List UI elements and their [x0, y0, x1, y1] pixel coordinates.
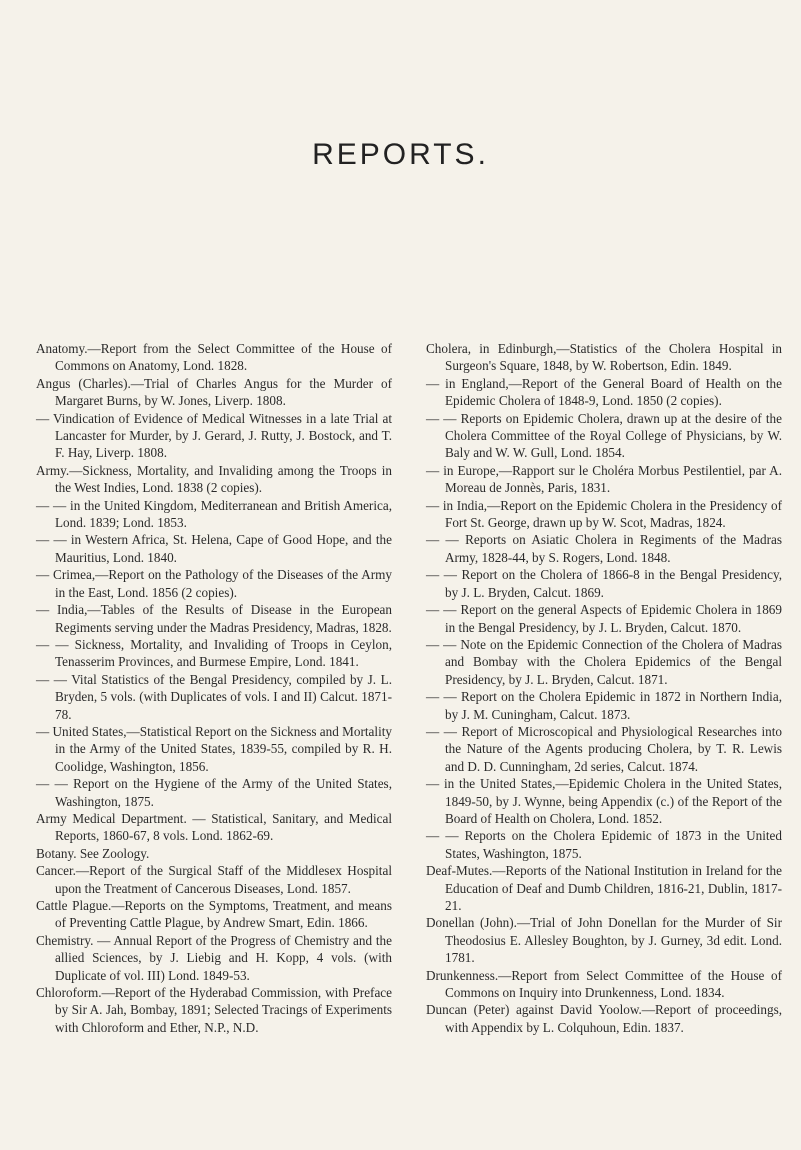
list-item: — — Sickness, Mortality, and Invaliding of Troops in Ceylon, Tenasserim Provinces, and Burmese Empire, Lond. 1841. — [36, 636, 392, 670]
list-item: Anatomy.—Report from the Select Committee of the House of Commons on Anatomy, Lond. 1828. — [36, 341, 392, 374]
list-item: Duncan (Peter) against David Yoolow.—Report of proceedings, with Appendix by L. Colquhoun, Edin. 1837. — [426, 1002, 782, 1035]
list-item: — — Report on the Cholera of 1866-8 in the Bengal Presidency, by J. L. Bryden, Calcut. 1869. — [426, 567, 782, 600]
list-item: — United States,—Statistical Report on the Sickness and Mortality in the Army of the United States, 1839-55, compiled by R. H. Coolidge, Washington, 1856. — [36, 723, 392, 774]
list-item: Deaf-Mutes.—Reports of the National Institution in Ireland for the Education of Deaf and Dumb Children, 1816-21, Dublin, 1817-21. — [426, 863, 782, 913]
list-item: Donellan (John).—Trial of John Donellan for the Murder of Sir Theodosius E. Allesley Boughton, by J. Gurney, 3d edit. Lond. 1781. — [426, 915, 782, 966]
list-item: — in India,—Report on the Epidemic Cholera in the Presidency of Fort St. George, drawn up by W. Scot, Madras, 1824. — [426, 497, 782, 531]
list-item: Army.—Sickness, Mortality, and Invaliding among the Troops in the West Indies, Lond. 1838 (2 copies). — [36, 462, 392, 496]
list-item: — Crimea,—Report on the Pathology of the Diseases of the Army in the East, Lond. 1856 (2 copies). — [36, 567, 392, 600]
list-item: Cattle Plague.—Reports on the Symptoms, Treatment, and means of Preventing Cattle Plague, by Andrew Smart, Edin. 1866. — [36, 898, 392, 931]
list-item: — — in Western Africa, St. Helena, Cape of Good Hope, and the Mauritius, Lond. 1840. — [36, 532, 392, 565]
list-item: — — in the United Kingdom, Mediterranean and British America, Lond. 1839; Lond. 1853. — [36, 497, 392, 531]
right-column — [426, 340, 782, 1036]
page-title: REPORTS. — [312, 138, 489, 171]
list-item: — — Report on the Hygiene of the Army of the United States, Washington, 1875. — [36, 776, 392, 809]
list-item: — in England,—Report of the General Board of Health on the Epidemic Cholera of 1848-9, Lond. 1850 (2 copies). — [426, 375, 782, 409]
list-item: — — Reports on Epidemic Cholera, drawn up at the desire of the Cholera Committee of the Royal College of Physicians, by W. Baly and W. W. Gull, Lond. 1854. — [426, 410, 782, 461]
list-item: — — Report of Microscopical and Physiological Researches into the Nature of the Agents producing Cholera, by T. R. Lewis and D. D. Cunningham, 2d series, Calcut. 1874. — [426, 723, 782, 774]
list-item: — in the United States,—Epidemic Cholera in the United States, 1849-50, by J. Wynne, being Appendix (c.) of the Report of the Board of Health on Cholera, Lond. 1852. — [426, 776, 782, 826]
list-item: Angus (Charles).—Trial of Charles Angus for the Murder of Margaret Burns, by W. Jones, Liverp. 1808. — [36, 375, 392, 409]
list-item: — — Reports on Asiatic Cholera in Regiments of the Madras Army, 1828-44, by S. Rogers, Lond. 1848. — [426, 532, 782, 565]
list-item: — — Report on the Cholera Epidemic in 1872 in Northern India, by J. M. Cuningham, Calcut. 1873. — [426, 689, 782, 722]
list-item: Army Medical Department. — Statistical, Sanitary, and Medical Reports, 1860-67, 8 vols. Lond. 1862-69. — [36, 810, 392, 844]
left-column — [36, 340, 392, 1036]
list-item: — — Report on the general Aspects of Epidemic Cholera in 1869 in the Bengal Presidency, by J. L. Bryden, Calcut. 1870. — [426, 602, 782, 635]
list-item: — in Europe,—Rapport sur le Choléra Morbus Pestilentiel, par A. Moreau de Jonnès, Paris, 1831. — [426, 462, 782, 496]
list-item: Drunkenness.—Report from Select Committee of the House of Commons on Inquiry into Drunkenness, Lond. 1834. — [426, 967, 782, 1001]
list-item: Cancer.—Report of the Surgical Staff of the Middlesex Hospital upon the Treatment of Cancerous Diseases, Lond. 1857. — [36, 863, 392, 896]
list-item: — Vindication of Evidence of Medical Witnesses in a late Trial at Lancaster for Murder, by J. Gerard, J. Rutty, J. Bostock, and T. F. Hay, Liverp. 1808. — [36, 410, 392, 461]
list-item: Chloroform.—Report of the Hyderabad Commission, with Preface by Sir A. Jah, Bombay, 1891; Selected Tracings of Experiments with Chloroform and Ether, N.P., N.D. — [36, 985, 392, 1035]
list-item: Cholera, in Edinburgh,—Statistics of the Cholera Hospital in Surgeon's Square, 1848, by W. Robertson, Edin. 1849. — [426, 341, 782, 374]
list-item: — — Note on the Epidemic Connection of the Cholera of Madras and Bombay with the Cholera Epidemics of the Bengal Presidency, by J. L. Bryden, Calcut. 1871. — [426, 636, 782, 687]
list-item: — India,—Tables of the Results of Disease in the European Regiments serving under the Madras Presidency, Madras, 1828. — [36, 602, 392, 635]
list-item: Chemistry. — Annual Report of the Progress of Chemistry and the allied Sciences, by J. Liebig and H. Kopp, 4 vols. (with Duplicate of vol. III) Lond. 1849-53. — [36, 932, 392, 983]
list-item: Botany. See Zoology. — [36, 845, 150, 861]
list-item: — — Vital Statistics of the Bengal Presidency, compiled by J. L. Bryden, 5 vols. (with Duplicates of vols. I and II) Calcut. 1871-78. — [36, 671, 392, 722]
list-item: — — Reports on the Cholera Epidemic of 1873 in the United States, Washington, 1875. — [426, 828, 782, 861]
